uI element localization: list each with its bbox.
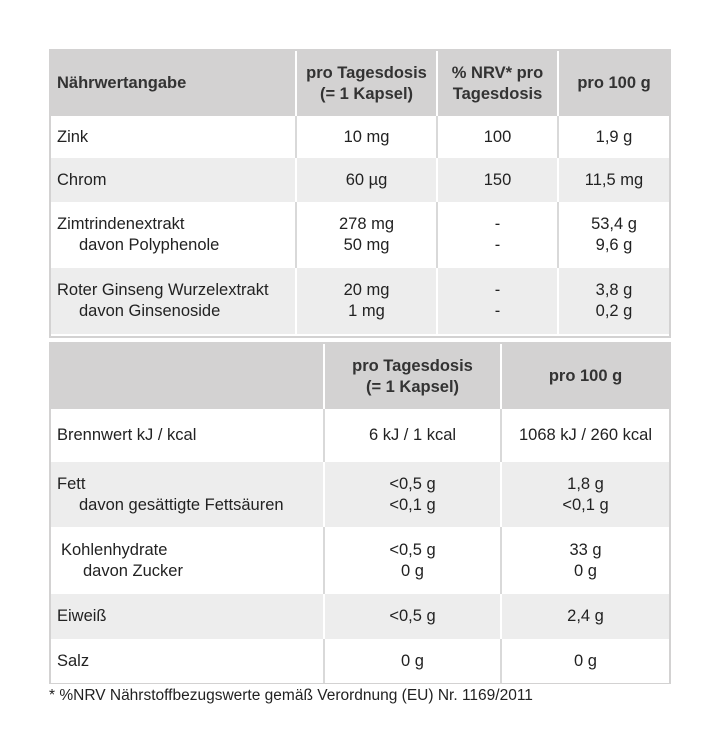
- header-pro-tagesdosis: pro Tagesdosis (= 1 Kapsel): [324, 344, 501, 409]
- nutrient-name-line: Salz: [57, 651, 90, 670]
- nutrient-name: [51, 116, 296, 158]
- per100-value: [501, 639, 669, 683]
- nutrient-name-line: Zimtrindenextrakt: [57, 215, 185, 233]
- dose-value-line: 0 g: [401, 561, 424, 580]
- per100-value: [501, 527, 669, 594]
- table-row: [51, 268, 669, 334]
- dose-value: [324, 639, 501, 683]
- energy-table: [51, 344, 669, 683]
- table1-header-row: [51, 51, 669, 116]
- dose-value-line: <0,5 g: [389, 540, 436, 559]
- per100-value-line: 0 g: [574, 651, 597, 670]
- dose-value-line: 6 kJ / 1 kcal: [368, 426, 457, 444]
- nutrient-name: [51, 409, 324, 462]
- nutrient-name-line: Fett: [57, 474, 86, 493]
- nutrient-name-line: davon gesättigte Fettsäuren: [79, 495, 284, 514]
- dose-value: [324, 527, 501, 594]
- nrv-value-line: 150: [483, 170, 512, 189]
- per100-value: [558, 116, 669, 158]
- dose-value-line: 60 µg: [345, 170, 388, 189]
- per100-value: [501, 409, 669, 462]
- header-empty: [51, 344, 324, 409]
- header-naehrwertangabe: Nährwertangabe: [51, 51, 296, 116]
- nutrient-name: [51, 462, 324, 527]
- nrv-value-line: -: [494, 302, 501, 320]
- dose-value-line: 1 mg: [348, 302, 385, 320]
- dose-value-line: 20 mg: [343, 281, 390, 299]
- per100-value-line: 0 g: [574, 561, 597, 580]
- per100-value-line: 0,2 g: [595, 302, 633, 320]
- table-row: [51, 116, 669, 158]
- dose-value: [324, 409, 501, 462]
- dose-value: [296, 116, 437, 158]
- table-row: [51, 594, 669, 639]
- per100-value-line: 1068 kJ / 260 kcal: [519, 426, 652, 444]
- per100-value: [558, 202, 669, 268]
- nutrient-name: [51, 202, 296, 268]
- nutrient-name-line: Roter Ginseng Wurzelextrakt: [57, 281, 269, 299]
- nutrient-name: [51, 639, 324, 683]
- per100-value-line: 33 g: [569, 540, 602, 559]
- nutrient-name-line: davon Polyphenole: [79, 236, 220, 254]
- table2-header-row: [51, 344, 669, 409]
- nrv-value: [437, 116, 558, 158]
- per100-value-line: 2,4 g: [567, 607, 604, 625]
- header-pro-100g: pro 100 g: [558, 51, 669, 116]
- table-row: [51, 462, 669, 527]
- per100-value-line: <0,1 g: [562, 495, 609, 514]
- dose-value-line: 50 mg: [343, 236, 390, 254]
- nutrient-name-line: Chrom: [57, 170, 107, 189]
- per100-value-line: 53,4 g: [591, 215, 637, 233]
- per100-value-line: 9,6 g: [595, 236, 633, 254]
- nutrient-name: [51, 594, 324, 639]
- dose-value-line: 10 mg: [343, 127, 390, 146]
- dose-value: [324, 462, 501, 527]
- nutrient-name-line: davon Ginsenoside: [79, 302, 221, 320]
- nutrient-name-line: Kohlenhydrate: [61, 540, 168, 559]
- table-row: [51, 202, 669, 268]
- nrv-value-line: -: [494, 215, 501, 233]
- nutrient-name-line: Brennwert kJ / kcal: [57, 426, 197, 444]
- table-row: [51, 639, 669, 683]
- dose-value: [296, 158, 437, 202]
- nutrient-name-line: davon Zucker: [83, 561, 183, 580]
- per100-value-line: 3,8 g: [595, 281, 633, 299]
- table-row: [51, 409, 669, 462]
- per100-value: [558, 268, 669, 334]
- dose-value: [296, 268, 437, 334]
- nrv-value: [437, 268, 558, 334]
- micronutrient-table: [51, 51, 669, 334]
- nrv-value: [437, 158, 558, 202]
- nutrient-name: [51, 158, 296, 202]
- nutrient-name-line: Zink: [57, 127, 89, 146]
- per100-value: [558, 158, 669, 202]
- nrv-value-line: -: [494, 236, 501, 254]
- dose-value-line: <0,1 g: [389, 495, 436, 514]
- table-row: [51, 527, 669, 594]
- dose-value-line: <0,5 g: [389, 474, 436, 493]
- dose-value-line: <0,5 g: [389, 607, 436, 625]
- footnote: * %NRV Nährstoffbezugswerte gemäß Verordnung (EU) Nr. 1169/2011: [49, 687, 533, 704]
- header-pro-100g: pro 100 g: [501, 344, 669, 409]
- dose-value: [324, 594, 501, 639]
- table-row: [51, 158, 669, 202]
- per100-value: [501, 594, 669, 639]
- nrv-value: [437, 202, 558, 268]
- dose-value-line: 278 mg: [338, 215, 395, 233]
- nutrient-name-line: Eiweiß: [57, 607, 107, 625]
- header-pro-tagesdosis: pro Tagesdosis (= 1 Kapsel): [296, 51, 437, 116]
- nrv-value-line: -: [494, 281, 501, 299]
- dose-value: [296, 202, 437, 268]
- per100-value-line: 11,5 mg: [584, 170, 644, 189]
- dose-value-line: 0 g: [401, 651, 424, 670]
- nrv-value-line: 100: [483, 127, 512, 146]
- nutrient-name: [51, 527, 324, 594]
- header-nrv: % NRV* pro Tagesdosis: [437, 51, 558, 116]
- per100-value-line: 1,8 g: [567, 474, 604, 493]
- per100-value-line: 1,9 g: [595, 127, 633, 146]
- per100-value: [501, 462, 669, 527]
- nutrient-name: [51, 268, 296, 334]
